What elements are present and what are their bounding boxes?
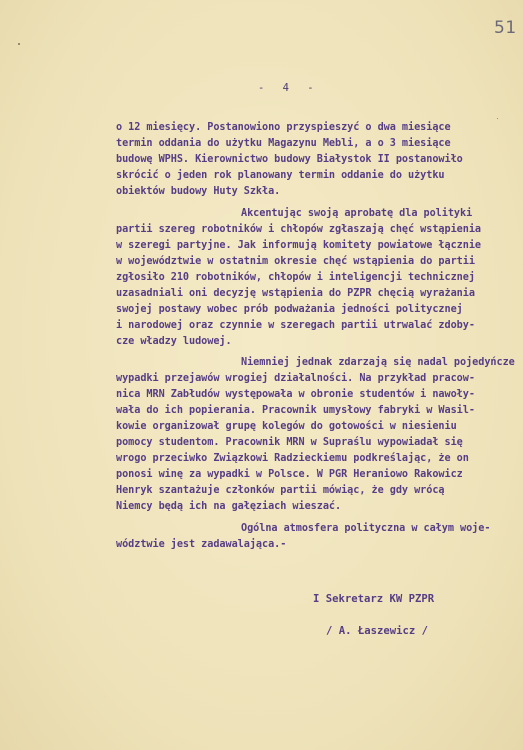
text-line: partii szereg robotników i chłopów zgłaszają chęć wstąpienia: [116, 224, 482, 235]
text-line: wrogo przeciwko Związkowi Radzieckiemu podkreślając, że on: [116, 453, 469, 464]
text-line: uzasadniali oni decyzję wstąpienia do PZPR chęcią wyrażania: [116, 288, 475, 299]
text-line: obiektów budowy Huty Szkła.: [116, 186, 281, 197]
signature-name: / A. Łaszewicz /: [326, 625, 429, 637]
page-number: - 4 -: [258, 82, 320, 94]
text-line: Niemcy będą ich na gałęziach wieszać.: [116, 501, 342, 512]
text-line: kowie organizował grupę kolegów do gotowości w niesieniu: [116, 421, 457, 432]
text-line: wała do ich popierania. Pracownik umysłowy fabryki w Wasil-: [116, 405, 475, 416]
text-line: i narodowej oraz czynnie w szeregach partii utrwalać zdoby-: [116, 320, 475, 331]
text-line: budowę WPHS. Kierownictwo budowy Białystok II postanowiło: [116, 154, 463, 165]
text-line: termin oddania do użytku Magazynu Mebli, a o 3 miesiące: [116, 138, 451, 149]
text-line: ponosi winę za wypadki w Polsce. W PGR Heraniowo Rakowicz: [116, 469, 463, 480]
hole-punch-mark: [18, 43, 20, 45]
signature-title: I Sekretarz KW PZPR: [313, 593, 435, 605]
text-line: zgłosiło 210 robotników, chłopów i inteligencji technicznej: [116, 272, 475, 283]
paper-speck: [497, 118, 498, 119]
text-line: wództwie jest zadawalająca.-: [116, 539, 287, 550]
text-line: cze władzy ludowej.: [116, 336, 232, 347]
text-line: nica MRN Zabłudów występowała w obronie studentów i nawoły-: [116, 389, 475, 400]
text-line: o 12 miesięcy. Postanowiono przyspieszyć o dwa miesiące: [116, 122, 451, 133]
text-line: skrócić o jeden rok planowany termin oddanie do użytku: [116, 170, 445, 181]
text-line: wypadki przejawów wrogiej działalności. Na przykład pracow-: [116, 373, 475, 384]
text-line: Akcentując swoją aprobatę dla polityki: [241, 208, 473, 219]
text-line: Henryk szantażuje członków partii mówiąc, że gdy wrócą: [116, 485, 445, 496]
text-line: w szeregi partyjne. Jak informują komitety powiatowe łącznie: [116, 240, 482, 251]
text-line: Niemniej jednak zdarzają się nadal pojedyńcze: [241, 357, 515, 368]
folio-number: 51: [494, 18, 517, 38]
text-line: pomocy studentom. Pracownik MRN w Supraślu wypowiadał się: [116, 437, 463, 448]
text-line: swojej postawy wobec prób podważania jedności politycznej: [116, 304, 463, 315]
text-line: w województwie w ostatnim okresie chęć wstąpienia do partii: [116, 256, 475, 267]
text-line: Ogólna atmosfera polityczna w całym woje-: [241, 523, 491, 534]
